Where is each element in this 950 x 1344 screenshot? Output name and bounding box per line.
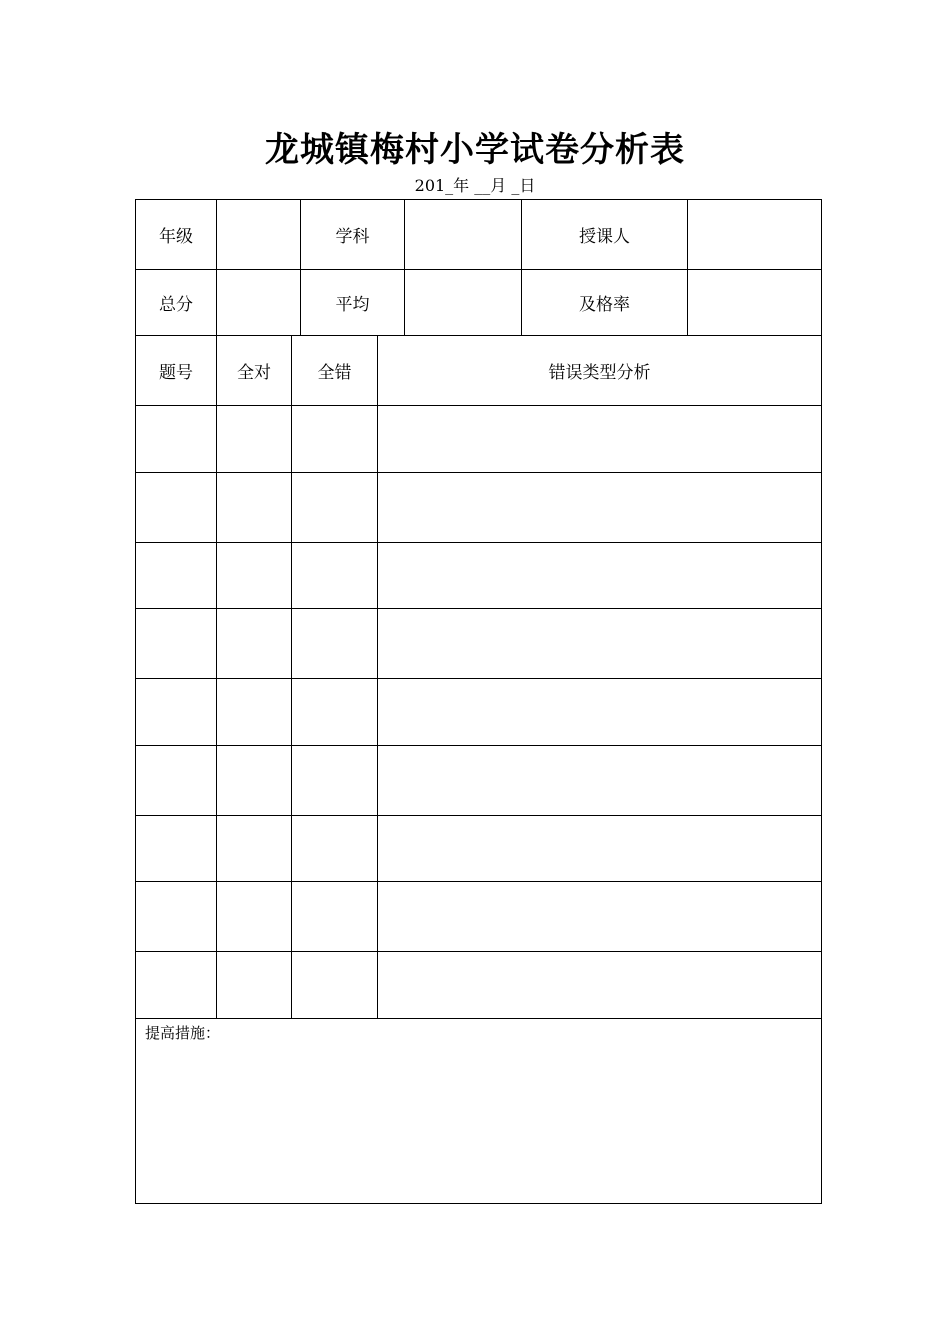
error-type-analysis-cell[interactable]	[378, 406, 821, 472]
all-correct-cell[interactable]	[217, 679, 291, 745]
error-type-analysis-cell[interactable]	[378, 609, 821, 678]
all-correct-cell[interactable]	[217, 882, 291, 951]
question-number-cell[interactable]	[136, 406, 216, 472]
pass-rate-field[interactable]	[688, 270, 821, 335]
table-border-right	[821, 199, 822, 1204]
error-type-analysis-cell[interactable]	[378, 746, 821, 815]
all-correct-header: 全对	[237, 363, 271, 383]
pass-rate-label: 及格率	[579, 295, 630, 315]
question-number-cell[interactable]	[136, 952, 216, 1018]
all-correct-cell[interactable]	[217, 816, 291, 881]
all-correct-cell[interactable]	[217, 543, 291, 608]
error-type-analysis-cell[interactable]	[378, 679, 821, 745]
error-type-analysis-cell[interactable]	[378, 952, 821, 1018]
question-number-header: 题号	[159, 363, 193, 383]
all-wrong-cell[interactable]	[292, 816, 377, 881]
question-number-cell[interactable]	[136, 679, 216, 745]
all-wrong-cell[interactable]	[292, 406, 377, 472]
all-correct-cell[interactable]	[217, 473, 291, 542]
question-number-cell[interactable]	[136, 746, 216, 815]
question-number-cell[interactable]	[136, 543, 216, 608]
error-type-analysis-cell[interactable]	[378, 882, 821, 951]
error-type-analysis-cell[interactable]	[378, 816, 821, 881]
subject-field[interactable]	[405, 200, 521, 269]
subject-label: 学科	[335, 227, 370, 247]
question-number-cell[interactable]	[136, 882, 216, 951]
all-correct-cell[interactable]	[217, 746, 291, 815]
total-score-label: 总分	[159, 295, 193, 315]
grade-field[interactable]	[217, 200, 300, 269]
question-number-cell[interactable]	[136, 816, 216, 881]
all-wrong-cell[interactable]	[292, 473, 377, 542]
date-line: 201_年 __月 _日	[414, 176, 536, 195]
error-type-analysis-header: 错误类型分析	[548, 363, 651, 383]
all-wrong-cell[interactable]	[292, 882, 377, 951]
average-field[interactable]	[405, 270, 521, 335]
all-wrong-cell[interactable]	[292, 952, 377, 1018]
all-wrong-cell[interactable]	[292, 543, 377, 608]
all-correct-cell[interactable]	[217, 406, 291, 472]
all-correct-cell[interactable]	[217, 952, 291, 1018]
teacher-label: 授课人	[579, 227, 630, 247]
error-type-analysis-cell[interactable]	[378, 543, 821, 608]
all-wrong-header: 全错	[317, 363, 352, 383]
all-wrong-cell[interactable]	[292, 746, 377, 815]
all-wrong-cell[interactable]	[292, 609, 377, 678]
all-wrong-cell[interactable]	[292, 679, 377, 745]
improvement-measures-label: 提高措施：	[145, 1024, 221, 1042]
page-title: 龙城镇梅村小学试卷分析表	[265, 130, 685, 170]
grade-label: 年级	[159, 227, 193, 247]
teacher-field[interactable]	[688, 200, 821, 269]
question-number-cell[interactable]	[136, 609, 216, 678]
improvement-measures-area[interactable]	[136, 1019, 820, 1202]
error-type-analysis-cell[interactable]	[378, 473, 821, 542]
all-correct-cell[interactable]	[217, 609, 291, 678]
average-label: 平均	[335, 295, 370, 315]
question-number-cell[interactable]	[136, 473, 216, 542]
total-score-field[interactable]	[217, 270, 300, 335]
table-border-bottom	[135, 1203, 822, 1204]
